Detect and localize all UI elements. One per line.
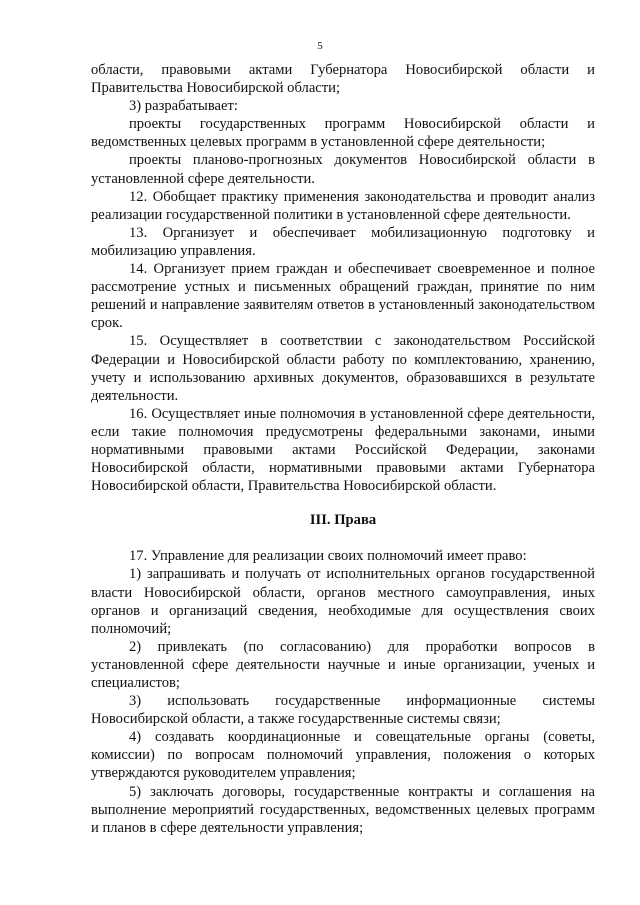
paragraph: области, правовыми актами Губернатора Новосибирской области и Правительства Новосибирской области; xyxy=(91,62,595,97)
section-heading: III. Права xyxy=(309,512,377,529)
paragraph: 14. Организует прием граждан и обеспечивает своевременное и полное рассмотрение устных и письменных обращений граждан, принятие по ним решений и направление заявителям ответов в установленный законодательством срок. xyxy=(91,261,595,332)
paragraph: 1) запрашивать и получать от исполнительных органов государственной власти Новосибирской области, органов местного самоуправления, иных органов и организаций сведения, необходимые для осуществления своих полномочий; xyxy=(91,566,595,637)
paragraph: 16. Осуществляет иные полномочия в установленной сфере деятельности, если такие полномочия предусмотрены федеральными законами, иными нормативными правовыми актами Российской Федерации, законами Новосибирской области, нормативными правовыми актами Губернатора Новосибирской области, Правительства Новосибирской области. xyxy=(91,405,595,495)
paragraph: 5) заключать договоры, государственные контракты и соглашения на выполнение мероприятий государственных, ведомственных целевых программ и планов в сфере деятельности управления; xyxy=(91,783,595,836)
page-number: 5 xyxy=(317,40,323,52)
paragraph: 2) привлекать (по согласованию) для проработки вопросов в установленной сфере деятельности научные и иные организации, ученых и специалистов; xyxy=(91,638,595,691)
paragraph: 3) использовать государственные информационные системы Новосибирской области, а также государственные системы связи; xyxy=(91,693,595,728)
paragraph: 12. Обобщает практику применения законодательства и проводит анализ реализации государственной политики в установленной сфере деятельности. xyxy=(91,188,595,223)
paragraph: 17. Управление для реализации своих полномочий имеет право: xyxy=(129,548,527,565)
paragraph: 3) разрабатывает: xyxy=(129,98,238,115)
paragraph: проекты государственных программ Новосибирской области и ведомственных целевых программ в установленной сфере деятельности; xyxy=(91,116,595,151)
paragraph: 4) создавать координационные и совещательные органы (советы, комиссии) по вопросам полномочий управления, положения о которых утверждаются руководителем управления; xyxy=(91,729,595,782)
paragraph: 15. Осуществляет в соответствии с законодательством Российской Федерации и Новосибирской области работу по комплектованию, хранению, учету и использованию архивных документов, образовавшихся в результате деятельности. xyxy=(91,333,595,404)
document-body xyxy=(91,61,595,837)
paragraph: проекты планово-прогнозных документов Новосибирской области в установленной сфере деятельности. xyxy=(91,152,595,187)
paragraph: 13. Организует и обеспечивает мобилизационную подготовку и мобилизацию управления. xyxy=(91,224,595,259)
